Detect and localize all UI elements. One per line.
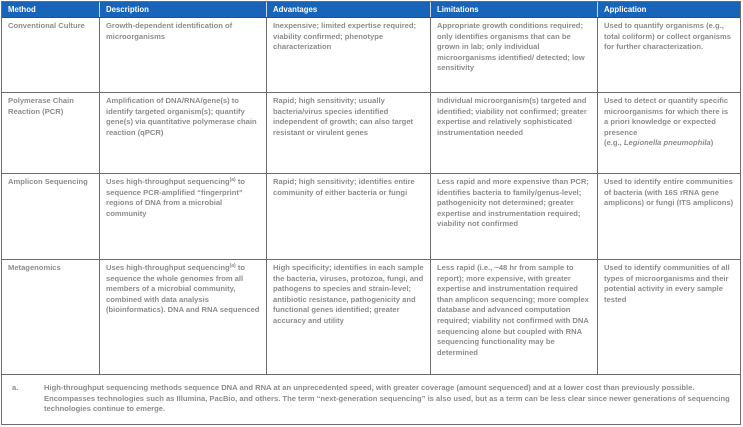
- advantages-cell: Inexpensive; limited expertise required; viability confirmed; phenotype characterization: [267, 18, 431, 92]
- table-header-row: [2, 2, 740, 18]
- methods-table: [1, 1, 741, 425]
- limitations-cell: Individual microorganism(s) targeted and identified; viability not confirmed; greater expertise and relatively sophisticated instrumentation needed: [431, 93, 598, 173]
- advantages-cell: Rapid; high sensitivity; usually bacteria/virus species identified independent of growth; can also target resistant or virulent genes: [267, 93, 431, 173]
- description-cell: Growth-dependent identification of microorganisms: [100, 18, 267, 92]
- method-cell: Metagenomics: [2, 260, 100, 374]
- description-text: Uses high-throughput sequencing: [106, 177, 230, 186]
- application-cell: Used to quantify organisms (e.g., total coliform) or collect organisms for further characterization.: [604, 21, 732, 52]
- table-row: [2, 174, 740, 260]
- description-text-cont: to sequence the whole genomes from all members of a microbial community, combined with data analysis (bioinformatics). DNA and RNA sequenced: [106, 263, 260, 315]
- advantages-cell: Rapid; high sensitivity; identifies entire community of either bacteria or fungi: [267, 174, 431, 259]
- header-limitations: Limitations: [431, 2, 598, 17]
- table-row: [2, 18, 740, 93]
- application-cell: Used to identify entire communities of bacteria (with 16S rRNA gene amplicons) or fungi (ITS amplicons): [604, 177, 734, 208]
- example-species: Legionella pneumophila: [623, 138, 711, 148]
- example-suffix: ): [710, 138, 714, 148]
- application-text: Used to detect or quantify specific microorganisms for which there is a priori knowledge or expected presence: [604, 96, 729, 137]
- advantages-cell: High specificity; identifies in each sample the bacteria, viruses, protozoa, fungi, and pathogens to species and strain-level; antibiotic resistance, pathogenicity and functional genes identified; greater accuracy and utility: [267, 260, 431, 374]
- description-cell: Amplification of DNA/RNA/gene(s) to identify targeted organism(s); quantify gene(s) via quantitative polymerase chain reaction (qPCR): [100, 93, 267, 173]
- method-cell: Polymerase Chain Reaction (PCR): [2, 93, 100, 173]
- header-method: Method: [2, 2, 100, 17]
- header-description: Description: [100, 2, 267, 17]
- footnote: [2, 375, 740, 424]
- description-text: Uses high-throughput sequencing: [106, 263, 230, 272]
- table-row: [2, 260, 740, 375]
- application-cell: [598, 93, 740, 173]
- method-cell: Conventional Culture: [2, 18, 100, 92]
- limitations-cell: Appropriate growth conditions required; only identifies organisms that can be grown in lab; only individual microorganisms identified/ detected; low sensitivity: [431, 18, 598, 92]
- description-text-cont: to sequence PCR-amplified “fingerprint” regions of DNA from a microbial community: [106, 177, 246, 218]
- table-row: [2, 93, 740, 174]
- header-application: Application: [604, 5, 647, 14]
- header-advantages: Advantages: [267, 2, 431, 17]
- footnote-ref: (a): [229, 177, 236, 183]
- limitations-cell: Less rapid (i.e., ~48 hr from sample to report); more expensive, with greater expertise and instrumentation required than amplicon sequencing; more complex database and advanced computation required; viability not confirmed with DNA sequencing alone but coupled with RNA sequencing functionality may be determined: [431, 260, 598, 374]
- footnote-label: a.: [12, 383, 19, 392]
- method-cell: Amplicon Sequencing: [2, 174, 100, 259]
- example-prefix: (e.g.,: [604, 138, 624, 148]
- description-cell: [100, 174, 267, 259]
- footnote-text: High-throughput sequencing methods sequence DNA and RNA at an unprecedented speed, with greater coverage (amount sequenced) and at a lower cost than previously possible. Encompasses technologies such as Illumina, PacBio, and others. The term “next-generation sequencing” is also used, but as a term can be less clear since newer generations of sequencing technologies continue to emerge.: [44, 383, 730, 414]
- footnote-ref: (a): [229, 263, 236, 269]
- application-cell: Used to identify communities of all types of microorganisms and their potential activity in every sample tested: [604, 263, 730, 304]
- limitations-cell: Less rapid and more expensive than PCR; identifies bacteria to family/genus-level; pathogenicity not determined; greater expertise and instrumentation required; viability not confirmed: [431, 174, 598, 259]
- description-cell: [100, 260, 267, 374]
